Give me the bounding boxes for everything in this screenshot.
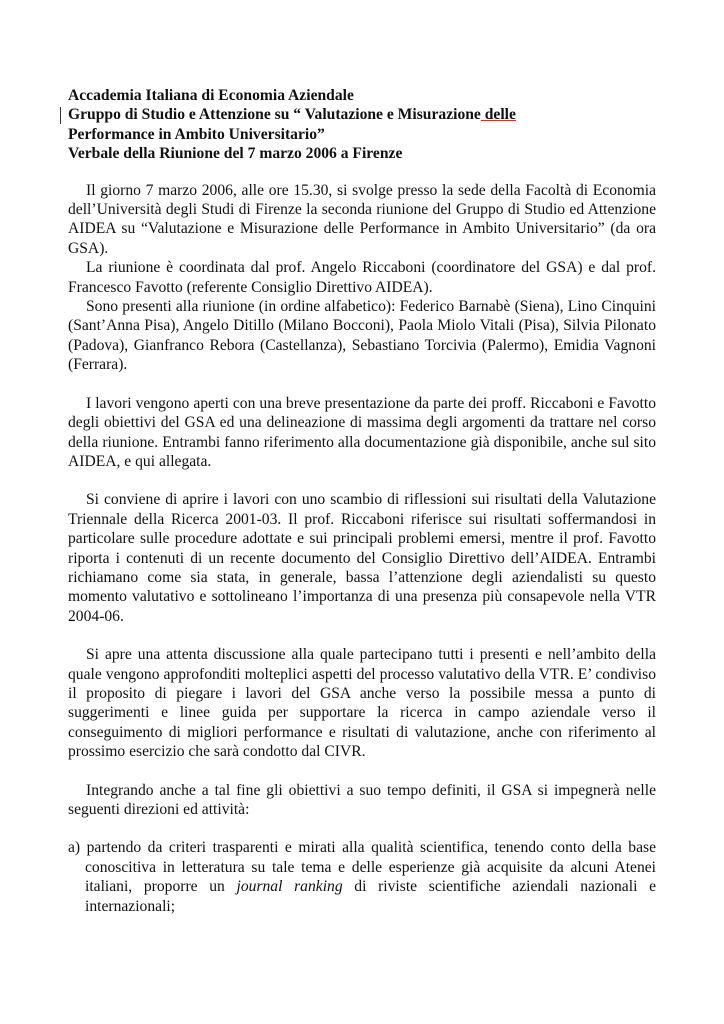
paragraph-general-discussion: Si apre una attenta discussione alla quale partecipano tutti i presenti e nell’ambito della quale vengono approfonditi molteplici aspetti del processo valutativo della VTR. E’ condiviso il proposito di piegare i lavori del GSA anche verso la possibile messa a punto di suggerimenti e linee guida per supportare la ricerca in campo aziendale verso il conseguimento di migliori performance e risultati di valutazione, anche con riferimento al prossimo esercizio che sarà condotto dal CIVR. [68,646,656,761]
list-item-a [68,838,656,916]
paragraph-opening: Il giorno 7 marzo 2006, alle ore 15.30, si svolge presso la sede della Facoltà di Economia dell’Università degli Studi di Firenze la seconda riunione del Gruppo di Studio ed Attenzione AIDEA su “Valutazione e Misurazione delle Performance in Ambito Universitario” (da ora GSA). [68,181,656,257]
study-group-title-start: Gruppo di Studio e Attenzione su “ Valutazione e Misurazione [68,106,481,124]
document-page [68,86,656,916]
paragraph-objectives: Integrando anche a tal fine gli obiettivi a suo tempo definiti, il GSA si impegnerà nelle seguenti direzioni ed attività: [68,781,656,818]
paragraph-coordination: La riunione è coordinata dal prof. Angelo Riccaboni (coordinatore del GSA) e dal prof. Francesco Favotto (referente Consiglio Direttivo AIDEA). [68,259,656,296]
list-item-a-text-start: partendo da criteri trasparenti e mirati alla qualità scientifica, tenendo conto della base conoscitiva in letteratura su tale tema e delle esperienze già acquisite da alcuni Atenei italiani, proporre un [85,839,657,896]
list-item-a-text-end: di riviste scientifiche aziendali nazionali e internazionali; [85,878,656,915]
revision-change-bar [60,107,61,124]
paragraph-attendees: Sono presenti alla riunione (in ordine alfabetico): Federico Barnabè (Siena), Lino Cinquini (Sant’Anna Pisa), Angelo Ditillo (Milano Bocconi), Paola Miolo Vitali (Pisa), Silvia Pilonato (Padova), Gianfranco Rebora (Castellanza), Sebastiano Torcivia (Palermo), Emidia Vagnoni (Ferrara). [68,298,656,374]
study-group-title-line2: Performance in Ambito Universitario” [68,125,325,143]
study-group-title-line1 [68,105,656,124]
paragraph-introduction: I lavori vengono aperti con una breve presentazione da parte dei proff. Riccaboni e Favotto degli obiettivi del GSA ed una delineazione di massima degli argomenti da trattare nel corso della riunione. Entrambi fanno riferimento alla documentazione già disponibile, anche sul sito AIDEA, e qui allegata. [68,394,656,470]
document-header [68,86,656,164]
meeting-minutes-title: Verbale della Riunione del 7 marzo 2006 a Firenze [68,145,403,163]
academy-name: Accademia Italiana di Economia Aziendale [68,87,354,104]
paragraph-vtr-discussion: Si conviene di aprire i lavori con uno scambio di riflessioni sui risultati della Valutazione Triennale della Ricerca 2001-03. Il prof. Riccaboni riferisce sui risultati soffermandosi in particolare sulle procedure adottate e sui principali problemi emersi, mentre il prof. Favotto riporta i contenuti di un recente documento del Consiglio Direttivo dell’AIDEA. Entrambi richiamano come sia stata, in generale, bassa l’attenzione degli aziendalisti su questo momento valutativo e sottolineano l’importanza di una presenza più consapevole nella VTR 2004-06. [68,491,656,625]
list-item-a-label: a) [68,839,87,857]
study-group-title-end: delle [480,106,516,124]
list-item-a-emphasis: journal ranking [236,878,343,896]
